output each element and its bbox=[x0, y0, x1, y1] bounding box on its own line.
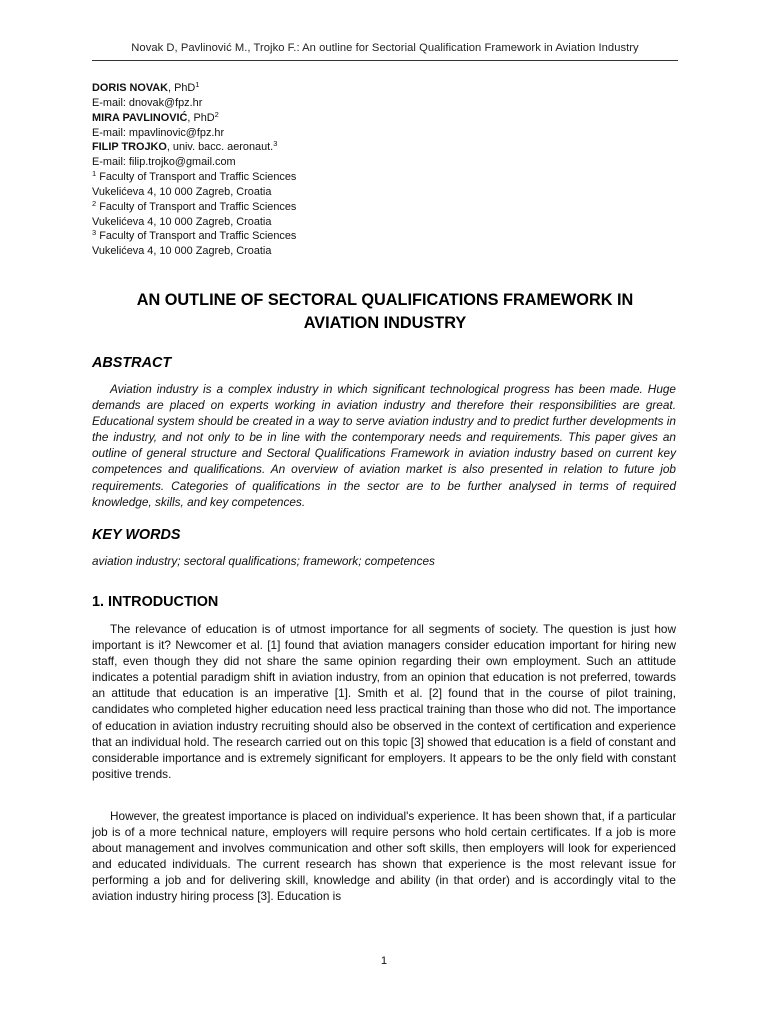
author-title: , PhD bbox=[168, 82, 196, 94]
affiliation-address: Vukelićeva 4, 10 000 Zagreb, Croatia bbox=[92, 215, 272, 228]
abstract-heading: ABSTRACT bbox=[92, 355, 172, 371]
page-number: 1 bbox=[380, 955, 388, 967]
author-mark: 3 bbox=[273, 139, 278, 149]
affiliation-address: Vukelićeva 4, 10 000 Zagreb, Croatia bbox=[92, 185, 272, 198]
header-rule bbox=[92, 60, 678, 61]
affiliation-mark: 1 bbox=[92, 169, 97, 179]
author-block bbox=[92, 81, 678, 259]
affiliation-line bbox=[92, 229, 678, 244]
author-title: , PhD bbox=[187, 111, 215, 124]
introduction-paragraph: The relevance of education is of utmost importance for all segments of society. The question is just how important is it? Newcomer et al. [1] found that aviation managers consider education important for hiring new staff, even though they did not share the same opinion regarding their own employment. Such an attitude indicates a potential paradigm shift in aviation industry, from an opinion that education is not preferred, towards an attitude that education is an imperative [1]. Smith et al. [2] found that in the course of pilot training, candidates who completed higher education need less practical training than those who did not. The importance of education in aviation industry recruiting should also be observed in the context of certification and experience that an individual hold. The research carried out on this topic [3] showed that education is a field of constant and considerable importance and is extremely significant for employers. It appears to be the only field with constant positive trends. bbox=[92, 622, 676, 781]
affiliation-mark: 2 bbox=[92, 198, 97, 208]
affiliation-name: Faculty of Transport and Traffic Sciences bbox=[96, 171, 297, 184]
author-name: MIRA PAVLINOVIĆ bbox=[92, 111, 188, 124]
author-mark: 2 bbox=[214, 109, 219, 119]
paper-title-line: AN OUTLINE OF SECTORAL QUALIFICATIONS FRAMEWORK IN bbox=[136, 291, 634, 309]
affiliation-mark: 3 bbox=[92, 228, 97, 238]
running-header: Novak D, Pavlinović M., Trojko F.: An outline for Sectorial Qualification Framework in Aviation Industry bbox=[131, 42, 639, 54]
introduction-paragraph: However, the greatest importance is placed on individual's experience. It has been shown that, if a particular job is of a more technical nature, employers will require persons who hold certain certificates. If a job is more about management and involves communication and other soft skills, then employers will look for experienced and educated individuals. The current research has shown that experience is the most relevant issue for performing a job and for delivering skill, knowledge and ability (in that order) and is accordingly vital to the aviation industry hiring process [3]. Education is bbox=[92, 809, 676, 904]
author-name: FILIP TROJKO bbox=[92, 141, 167, 154]
author-email: E-mail: filip.trojko@gmail.com bbox=[92, 156, 236, 169]
affiliation-line bbox=[92, 200, 678, 215]
author-line bbox=[92, 140, 678, 155]
author-line bbox=[92, 81, 678, 96]
paper-title bbox=[92, 289, 678, 334]
affiliation-name: Faculty of Transport and Traffic Sciences bbox=[96, 200, 297, 213]
introduction-heading: 1. INTRODUCTION bbox=[92, 594, 219, 610]
author-email: E-mail: mpavlinovic@fpz.hr bbox=[92, 126, 225, 139]
affiliation-name: Faculty of Transport and Traffic Sciences bbox=[96, 230, 297, 243]
author-line bbox=[92, 111, 678, 126]
keywords-heading: KEY WORDS bbox=[92, 527, 181, 543]
keywords-text: aviation industry; sectoral qualifications; framework; competences bbox=[92, 554, 435, 568]
author-mark: 1 bbox=[195, 80, 200, 89]
affiliation-line bbox=[92, 170, 678, 185]
author-name: DORIS NOVAK bbox=[92, 82, 169, 94]
affiliation-address: Vukelićeva 4, 10 000 Zagreb, Croatia bbox=[92, 245, 272, 258]
author-email: E-mail: dnovak@fpz.hr bbox=[92, 96, 203, 109]
author-title: , univ. bacc. aeronaut. bbox=[166, 141, 274, 154]
paper-title-line: AVIATION INDUSTRY bbox=[303, 313, 467, 332]
abstract-text: Aviation industry is a complex industry in which significant technological progress has been made. Huge demands are placed on experts working in aviation industry and therefore their responsibilities are great. Educational system should be created in a way to serve aviation industry and to predict further developments in the industry, and not only to be in line with the contemporary needs and requirements. This paper gives an outline of general structure and Sectoral Qualifications Framework in aviation industry based on current key competences and qualifications. An overview of aviation market is also presented in relation to future job requirements. Categories of qualifications in the sector are to be further analysed in terms of required knowledge, skills, and key competences. bbox=[92, 382, 676, 509]
